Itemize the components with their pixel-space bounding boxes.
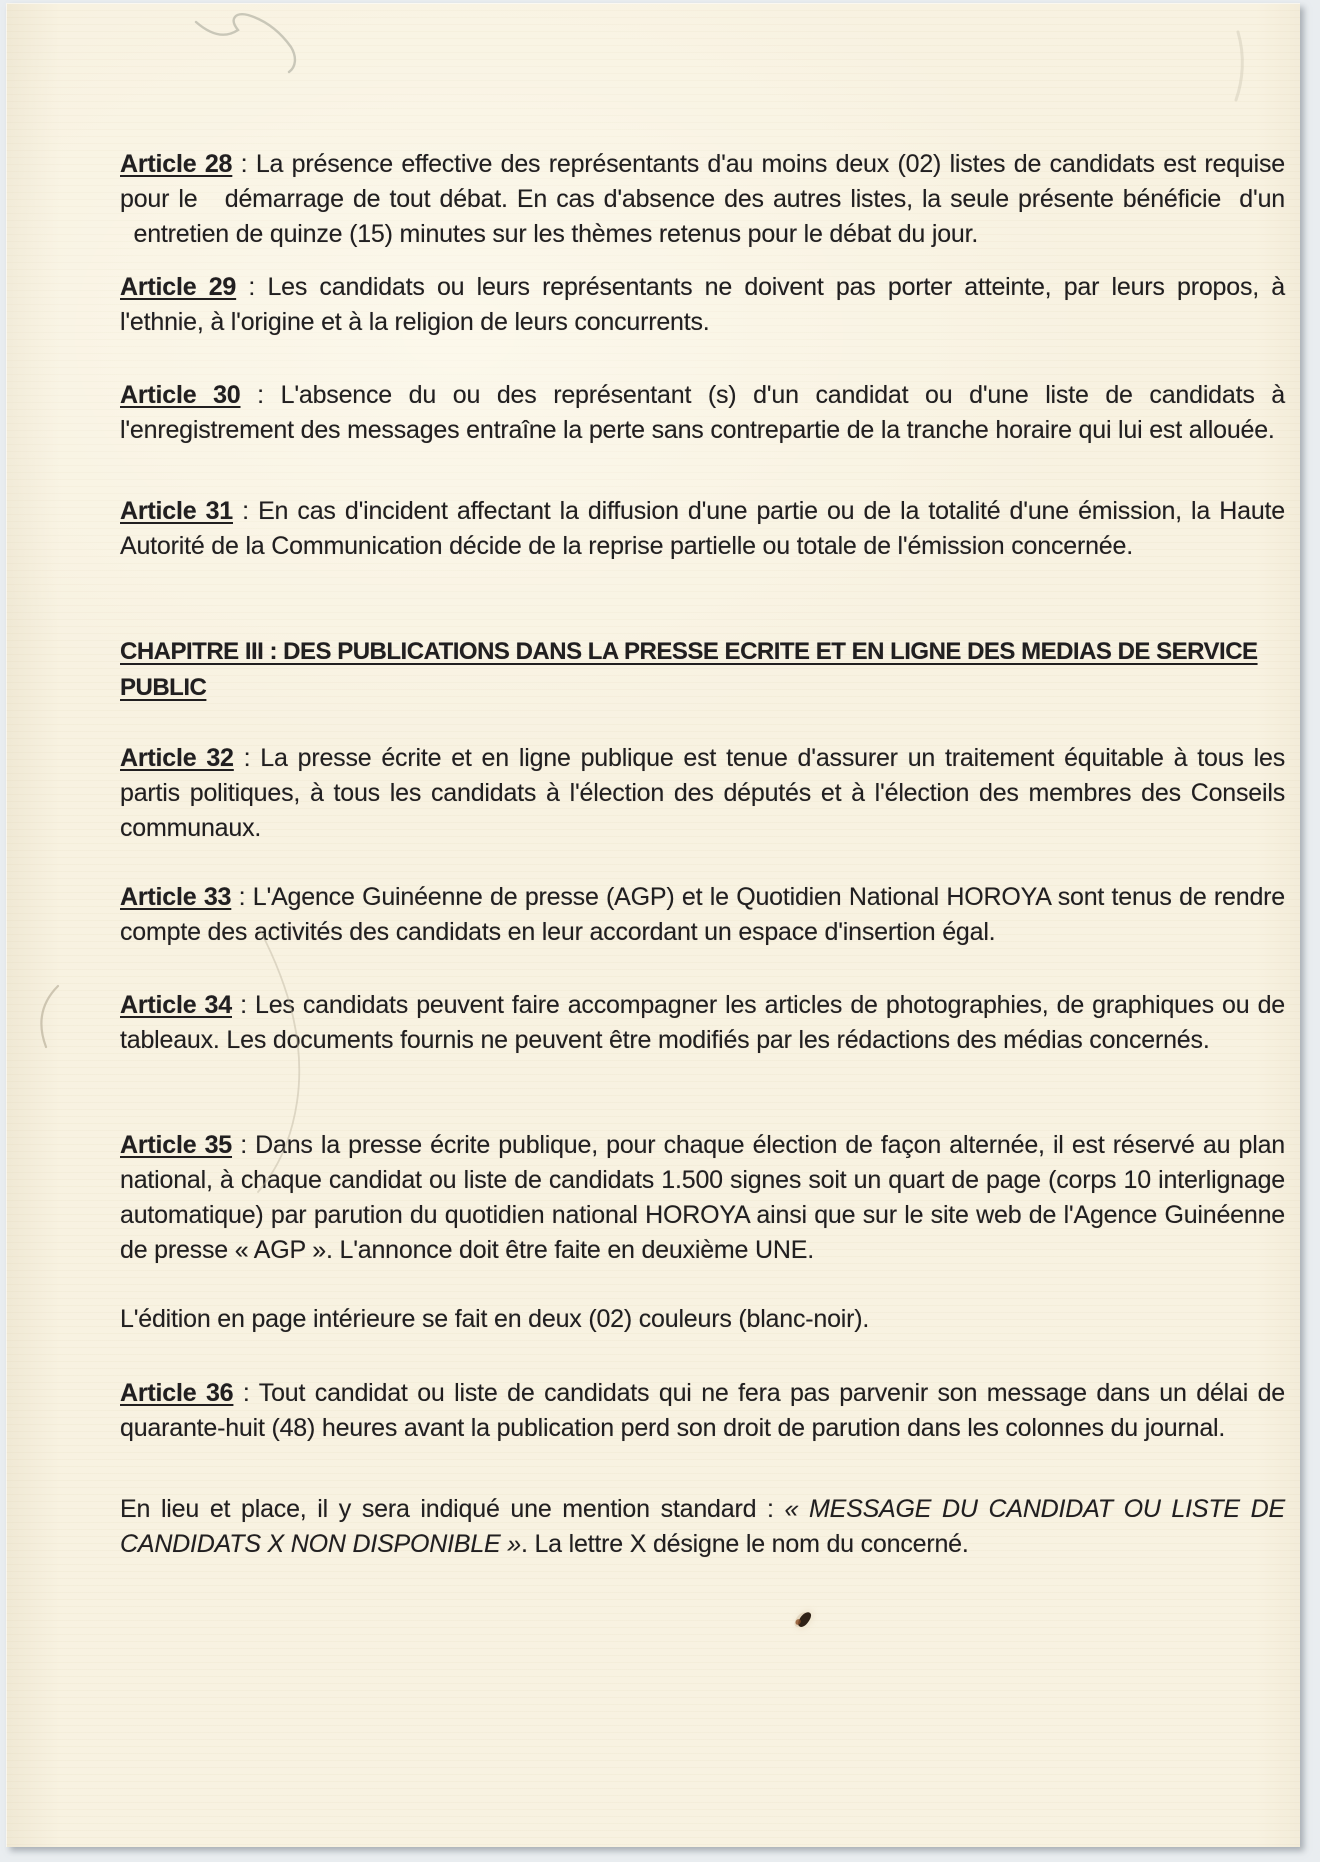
article-31-colon: : — [232, 497, 259, 525]
article-28-colon: : — [232, 150, 256, 178]
article-29-text: Les candidats ou leurs représentants ne doivent pas porter atteinte, par leurs propos, à l'ethnie, à l'origine et à la religion de leurs concurrents. — [120, 273, 1285, 336]
article-32-text: La presse écrite et en ligne publique est tenue d'assurer un traitement équitable à tous les partis politiques, à tous les candidats à l'élection des députés et à l'élection des membres des Conseils communaux. — [120, 744, 1285, 842]
mention-quote-text: « MESSAGE DU CANDIDAT OU LISTE DE CANDIDATS X NON DISPONIBLE » — [120, 1495, 1285, 1558]
article-28-text: La présence effective des représentants d'au moins deux (02) listes de candidats est requise pour le démarrage de tout débat. En cas d'absence des autres listes, la seule présente bénéficie d'un entretien de quinze (15) minutes sur les thèmes retenus pour le débat du jour. — [120, 150, 1285, 248]
article-30-paragraph — [120, 378, 1285, 448]
article-33-text: L'Agence Guinéenne de presse (AGP) et le Quotidien National HOROYA sont tenus de rendre compte des activités des candidats en leur accordant un espace d'insertion égal. — [120, 883, 1285, 946]
mention-before-text: En lieu et place, il y sera indiqué une mention standard : — [120, 1495, 785, 1523]
chapter-3-heading: CHAPITRE III : DES PUBLICATIONS DANS LA PRESSE ECRITE ET EN LIGNE DES MEDIAS DE SERVICE PUBLIC — [120, 638, 1258, 701]
article-32-paragraph — [120, 741, 1285, 846]
article-33-colon: : — [231, 883, 253, 911]
article-36-label: Article 36 — [120, 1379, 234, 1407]
article-32-label: Article 32 — [120, 744, 234, 772]
article-34-text: Les candidats peuvent faire accompagner les articles de photographies, de graphiques ou de tableaux. Les documents fournis ne peuvent être modifiés par les rédactions des médias concernés. — [120, 991, 1285, 1054]
article-34-label: Article 34 — [120, 991, 232, 1019]
article-36-paragraph — [120, 1376, 1285, 1446]
article-29-colon: : — [236, 273, 268, 301]
article-28-paragraph — [120, 147, 1285, 252]
article-31-label: Article 31 — [120, 497, 233, 525]
article-35-paragraph — [120, 1128, 1285, 1268]
article-32-colon: : — [233, 744, 261, 772]
article-35-colon: : — [232, 1131, 256, 1159]
article-36-colon: : — [233, 1379, 259, 1407]
article-30-colon: : — [240, 381, 281, 409]
article-34-paragraph — [120, 988, 1285, 1058]
article-31-text: En cas d'incident affectant la diffusion d'une partie ou de la totalité d'une émission, la Haute Autorité de la Communication décide de la reprise partielle ou totale de l'émission concernée. — [120, 497, 1285, 560]
article-31-paragraph — [120, 494, 1285, 564]
article-36-text: Tout candidat ou liste de candidats qui ne fera pas parvenir son message dans un délai de quarante-huit (48) heures avant la publication perd son droit de parution dans les colonnes du journal. — [120, 1379, 1286, 1442]
article-33-label: Article 33 — [120, 883, 232, 911]
paper-sheet — [6, 3, 1300, 1847]
article-28-label: Article 28 — [120, 150, 233, 178]
standard-mention-paragraph — [120, 1492, 1285, 1562]
edition-note-paragraph: L'édition en page intérieure se fait en deux (02) couleurs (blanc-noir). — [120, 1305, 870, 1333]
article-34-colon: : — [231, 991, 255, 1019]
article-35-label: Article 35 — [120, 1131, 233, 1159]
mention-after-text: . La lettre X désigne le nom du concerné. — [520, 1530, 969, 1558]
article-35-text: Dans la presse écrite publique, pour chaque élection de façon alternée, il est réservé au plan national, à chaque candidat ou liste de candidats 1.500 signes soit un quart de page (corps 10 interlignage automatique) par parution du quotidien national HOROYA ainsi que sur le site web de l'Agence Guinéenne de presse « AGP ». L'annonce doit être faite en deuxième UNE. — [120, 1131, 1285, 1264]
article-29-paragraph — [120, 270, 1285, 340]
article-30-label: Article 30 — [120, 381, 241, 409]
article-30-text: L'absence du ou des représentant (s) d'un candidat ou d'une liste de candidats à l'enregistrement des messages entraîne la perte sans contrepartie de la tranche horaire qui lui est allouée. — [120, 381, 1286, 444]
article-29-label: Article 29 — [120, 273, 237, 301]
article-33-paragraph — [120, 880, 1285, 950]
